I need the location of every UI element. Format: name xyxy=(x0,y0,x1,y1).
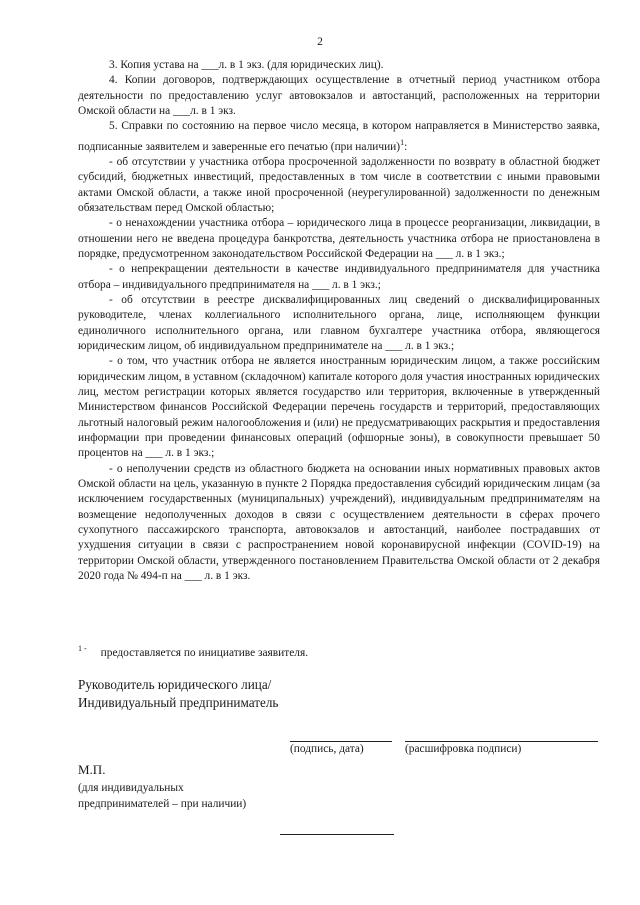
stamp-label: М.П. xyxy=(78,762,106,777)
paragraph-certificates: 5. Справки по состоянию на первое число месяца, в котором направляется в Министерство заявка, подписанные заявителем и заверенные его печатью (при наличии)$^1$: xyxy=(78,120,600,153)
footnote-text: предоставляется по инициативе заявителя. xyxy=(100,646,309,659)
signer-line-1: Руководитель юридического лица/ xyxy=(78,677,272,692)
stamp-note xyxy=(78,781,246,812)
paragraph-certificates-text: 5. Справки по состоянию на первое число месяца, в котором направляется в Министерство заявка, подписанные заявителем и заверенные его печатью (при наличии) xyxy=(78,120,600,153)
signature-line xyxy=(290,741,392,742)
paragraph-no-reorganization: - о ненахождении участника отбора – юридического лица в процессе реорганизации, ликвидации, в отношении него не введена процедура банкротства, деятельность участника отбора не приостановлена в порядке, предусмотренном законодательством Российской Федерации на ___ л. в 1 экз.; xyxy=(78,217,600,260)
decoding-line xyxy=(405,741,598,742)
paragraph-no-debt: - об отсутствии у участника отбора просроченной задолженности по возврату в областной бюджет субсидий, бюджетных инвестиций, предоставленных в том числе в соответствии с иными правовыми актами Омской области, а также иной просроченной (неурегулированной) задолженности по денежным обязательствам перед Омской областью; xyxy=(78,155,600,214)
footnote xyxy=(78,644,308,659)
paragraph-contracts-copy: 4. Копии договоров, подтверждающих осуществление в отчетный период участником отбора деятельности по предоставлению услуг автовокзалов и автостанций, расположенных на территории Омской области на ___л. в 1 экз. xyxy=(78,74,600,118)
page-number: 2 xyxy=(317,36,323,48)
signer-line-2: Индивидуальный предприниматель xyxy=(78,695,279,710)
stamp-note-line-2: предпринимателей – при наличии) xyxy=(78,797,247,810)
paragraph-no-other-funds: - о неполучении средств из областного бюджета на основании иных нормативных правовых актов Омской области на цель, указанную в пункте 2 Порядка предоставления субсидий юридическим лицам (за исключением государственных (муниципальных) учреждений), индивидуальным предпринимателям на возмещение недополученных доходов в связи с осуществлением деятельности в сферах прочего сухопутного пассажирского транспорта, автовокзалов и автостанций, наиболее пострадавших от ухудшения ситуации в связи с распространением новой коронавирусной инфекции (COVID-19) на территории Омской области, утвержденного постановлением Правительства Омской области от 2 декабря 2020 года № 494-п на ___ л. в 1 экз. xyxy=(78,462,600,583)
paragraph-not-foreign: - о том, что участник отбора не является иностранным юридическим лицом, а также российским юридическим лицом, в уставном (складочном) капитале которого доля участия иностранных юридических лиц, местом регистрации которых является государство или территория, включенные в утвержденный Министерством финансов Российской Федерации перечень государств и территорий, предоставляющих льготный налоговый режим налогообложения и (или) не предусматривающих раскрытия и предоставления информации при проведении финансовых операций (офшорные зоны), в совокупности превышает 50 процентов на ___ л. в 1 экз.; xyxy=(78,355,600,460)
stamp-note-line-1: (для индивидуальных xyxy=(78,782,184,794)
footnote-mark: 1 - xyxy=(78,644,87,653)
signer-title xyxy=(78,676,278,712)
paragraph-entrepreneur-active: - о непрекращении деятельности в качестве индивидуального предпринимателя для участника отбора – индивидуального предпринимателя на ___ л. в 1 экз.; xyxy=(78,263,600,291)
bottom-line xyxy=(280,834,394,835)
paragraph-no-disqualified: - об отсутствии в реестре дисквалифицированных лиц сведений о дисквалифицированных руководителе, членах коллегиального исполнительного органа, лице, исполняющем функции единоличного исполнительного органа, или главном бухгалтере участника отбора, являющегося юридическим лицом, об индивидуальном предпринимателе на ___ л. в 1 экз.; xyxy=(78,293,600,352)
signature-caption: (подпись, дата) xyxy=(290,743,364,755)
paragraph-charter-copy: 3. Копия устава на ___л. в 1 экз. (для юридических лиц). xyxy=(109,59,384,71)
document-body xyxy=(78,58,600,584)
decoding-caption: (расшифровка подписи) xyxy=(405,743,522,755)
footnote-reference: 1 xyxy=(400,137,405,147)
